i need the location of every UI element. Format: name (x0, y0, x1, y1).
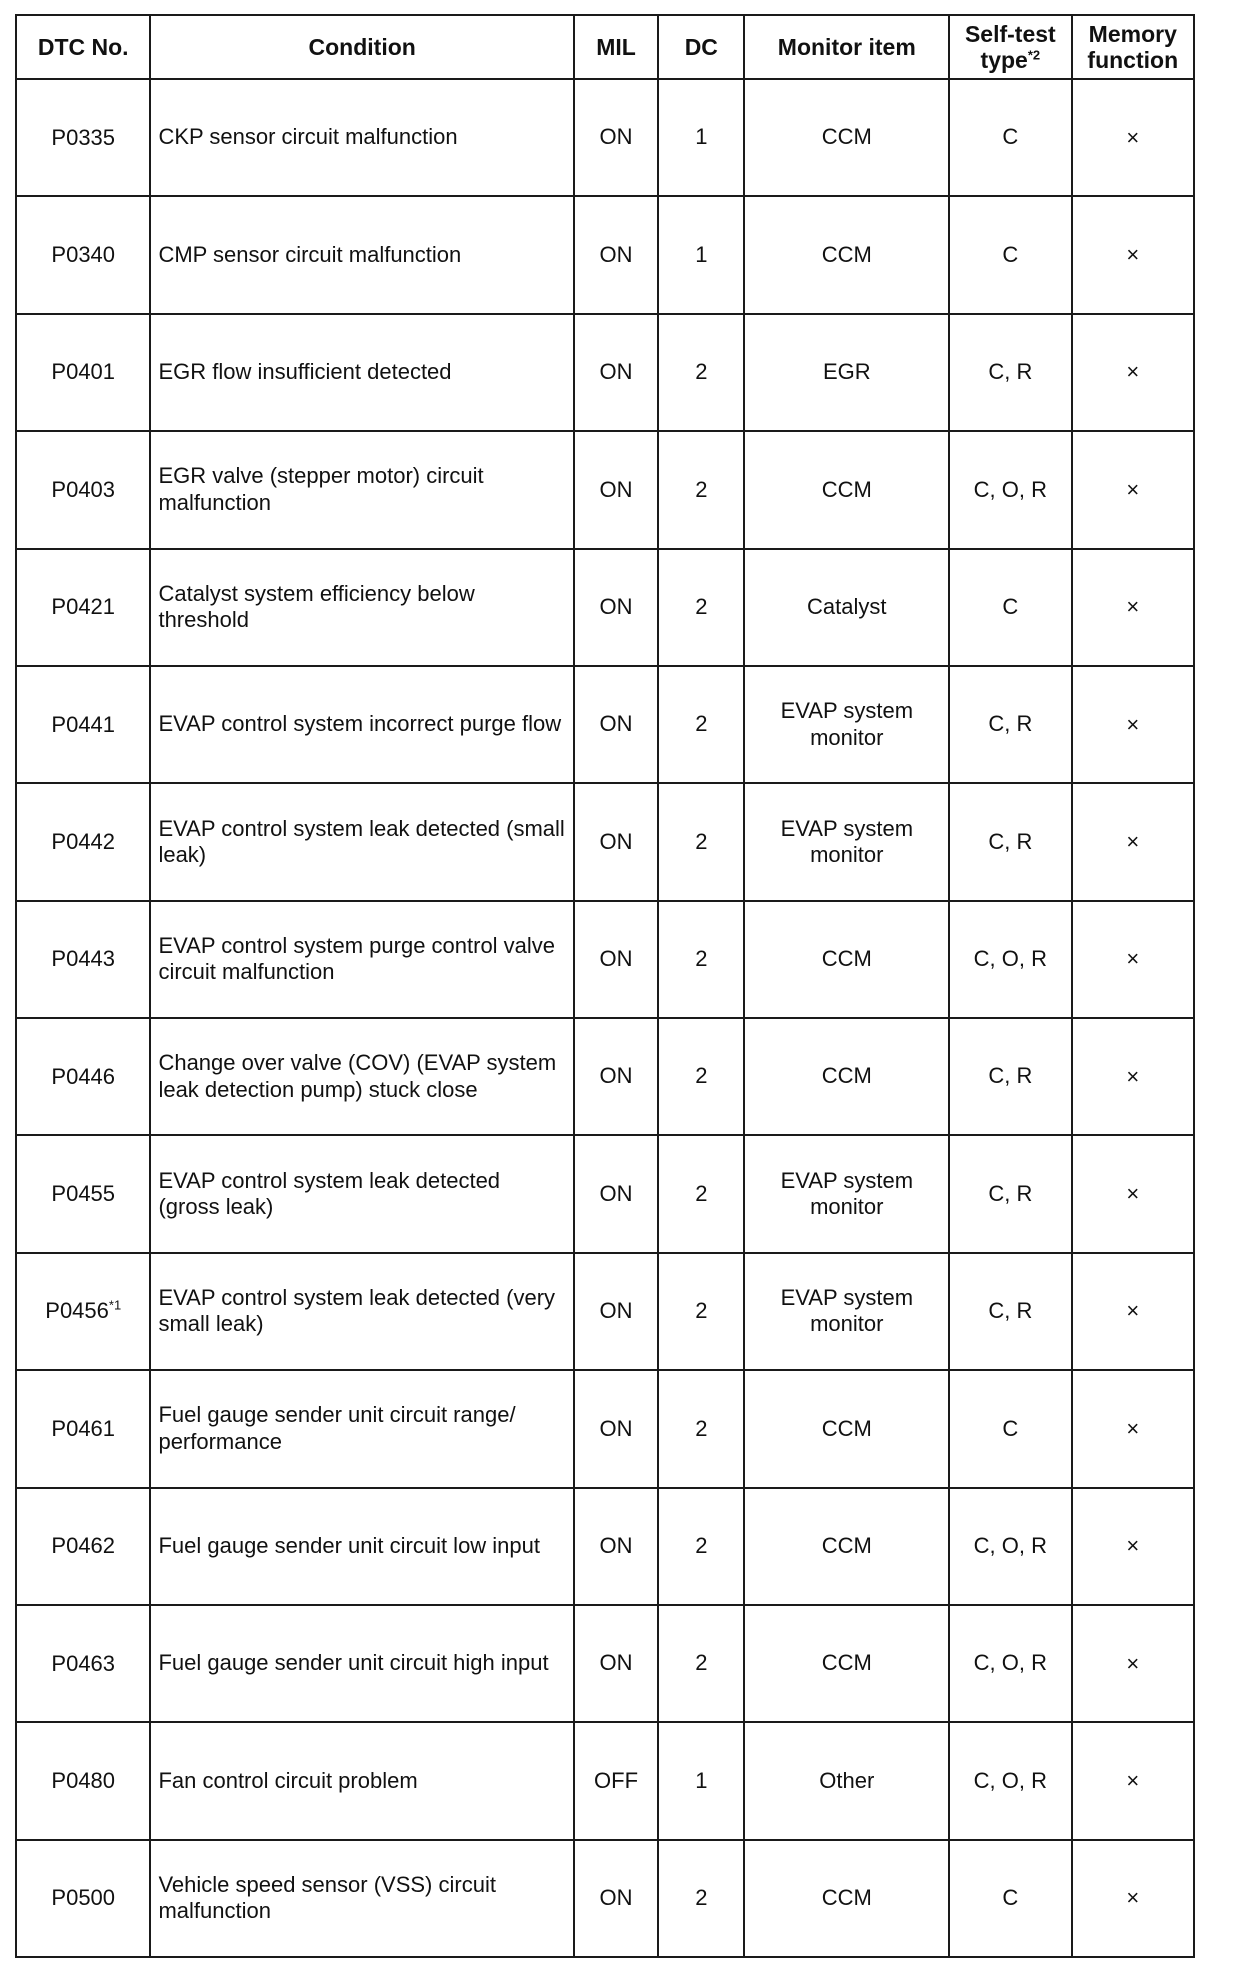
dtc-code: P0463 (51, 1650, 116, 1676)
dc-cell: 2 (658, 1488, 744, 1605)
dc-cell: 1 (658, 196, 744, 313)
mil-cell: ON (574, 1253, 658, 1370)
self-test-type-cell: C (949, 1840, 1071, 1957)
dc-cell: 2 (658, 1605, 744, 1722)
self-test-type-cell: C, O, R (949, 1722, 1071, 1839)
memory-function-cell: × (1072, 901, 1194, 1018)
condition-cell: CMP sensor circuit malfunction (150, 196, 573, 313)
dtc-code-cell (16, 1135, 150, 1252)
memory-function-cell: × (1072, 1135, 1194, 1252)
monitor-item-cell: EVAP system monitor (744, 783, 949, 900)
header-dc: DC (658, 15, 744, 79)
table-row (16, 549, 1194, 666)
dtc-code-cell (16, 1840, 150, 1957)
table-row (16, 666, 1194, 783)
header-monitor-item: Monitor item (744, 15, 949, 79)
mil-cell: ON (574, 666, 658, 783)
self-test-type-cell: C (949, 79, 1071, 196)
dtc-code-cell (16, 1488, 150, 1605)
header-self-test-type (949, 15, 1071, 79)
header-condition: Condition (150, 15, 573, 79)
mil-cell: ON (574, 314, 658, 431)
memory-function-cell: × (1072, 1253, 1194, 1370)
dtc-code-cell (16, 666, 150, 783)
self-test-type-cell: C (949, 549, 1071, 666)
condition-cell: EVAP control system leak detected (gross leak) (150, 1135, 573, 1252)
condition-cell: EVAP control system leak detected (very small leak) (150, 1253, 573, 1370)
mil-cell: ON (574, 1370, 658, 1487)
dtc-code: P0455 (51, 1181, 116, 1207)
memory-function-cell: × (1072, 783, 1194, 900)
dtc-code-cell (16, 1370, 150, 1487)
dtc-code: P0480 (51, 1767, 116, 1793)
self-test-type-cell: C (949, 196, 1071, 313)
mil-cell: ON (574, 1840, 658, 1957)
header-row (16, 15, 1194, 79)
mil-cell: ON (574, 1135, 658, 1252)
table-row (16, 314, 1194, 431)
dtc-code: P0421 (51, 594, 116, 620)
monitor-item-cell: EVAP system monitor (744, 1253, 949, 1370)
header-self-test-footnote: *2 (1027, 47, 1041, 63)
dtc-code-cell (16, 549, 150, 666)
dtc-code-cell (16, 1018, 150, 1135)
condition-cell: EGR flow insufficient detected (150, 314, 573, 431)
table-row (16, 79, 1194, 196)
dtc-code-cell (16, 431, 150, 548)
mil-cell: ON (574, 1488, 658, 1605)
dtc-code-cell (16, 79, 150, 196)
memory-function-cell: × (1072, 431, 1194, 548)
condition-cell: Fuel gauge sender unit circuit high input (150, 1605, 573, 1722)
table-row (16, 1018, 1194, 1135)
self-test-type-cell: C, O, R (949, 1488, 1071, 1605)
monitor-item-cell: EVAP system monitor (744, 1135, 949, 1252)
header-memory-function: Memory function (1072, 15, 1194, 79)
table-row (16, 431, 1194, 548)
dtc-code: P0443 (51, 946, 116, 972)
dtc-code-cell (16, 196, 150, 313)
dtc-code-cell (16, 901, 150, 1018)
table-row (16, 1135, 1194, 1252)
dtc-code: P0461 (51, 1415, 116, 1441)
condition-cell: EVAP control system purge control valve circuit malfunction (150, 901, 573, 1018)
mil-cell: ON (574, 79, 658, 196)
dtc-code-cell (16, 1253, 150, 1370)
dtc-footnote: *1 (108, 1298, 122, 1314)
memory-function-cell: × (1072, 1722, 1194, 1839)
condition-cell: Catalyst system efficiency below threshold (150, 549, 573, 666)
dc-cell: 2 (658, 549, 744, 666)
memory-function-cell: × (1072, 549, 1194, 666)
memory-function-cell: × (1072, 666, 1194, 783)
monitor-item-cell: Catalyst (744, 549, 949, 666)
self-test-type-cell: C (949, 1370, 1071, 1487)
monitor-item-cell: CCM (744, 1370, 949, 1487)
dc-cell: 2 (658, 431, 744, 548)
condition-cell: EVAP control system incorrect purge flow (150, 666, 573, 783)
header-mil: MIL (574, 15, 658, 79)
mil-cell: ON (574, 549, 658, 666)
condition-cell: Fuel gauge sender unit circuit range/ performance (150, 1370, 573, 1487)
monitor-item-cell: EGR (744, 314, 949, 431)
self-test-type-cell: C, R (949, 1253, 1071, 1370)
dtc-table (15, 14, 1195, 1958)
table-row (16, 196, 1194, 313)
monitor-item-cell: CCM (744, 1018, 949, 1135)
condition-cell: Vehicle speed sensor (VSS) circuit malfunction (150, 1840, 573, 1957)
table-row (16, 1605, 1194, 1722)
dc-cell: 2 (658, 666, 744, 783)
dtc-code: P0403 (51, 476, 116, 502)
self-test-type-cell: C, R (949, 666, 1071, 783)
monitor-item-cell: Other (744, 1722, 949, 1839)
dtc-code: P0446 (51, 1063, 116, 1089)
dc-cell: 2 (658, 901, 744, 1018)
self-test-type-cell: C, R (949, 314, 1071, 431)
memory-function-cell: × (1072, 1370, 1194, 1487)
mil-cell: ON (574, 1018, 658, 1135)
dc-cell: 2 (658, 1135, 744, 1252)
dtc-code: P0335 (51, 124, 116, 150)
dc-cell: 1 (658, 79, 744, 196)
monitor-item-cell: CCM (744, 1488, 949, 1605)
memory-function-cell: × (1072, 79, 1194, 196)
condition-cell: CKP sensor circuit malfunction (150, 79, 573, 196)
monitor-item-cell: CCM (744, 1840, 949, 1957)
dc-cell: 2 (658, 783, 744, 900)
dc-cell: 2 (658, 314, 744, 431)
dtc-code: P0462 (51, 1533, 116, 1559)
memory-function-cell: × (1072, 196, 1194, 313)
dtc-code: P0401 (51, 359, 116, 385)
dtc-code: P0456 (45, 1298, 109, 1324)
memory-function-cell: × (1072, 314, 1194, 431)
memory-function-cell: × (1072, 1605, 1194, 1722)
monitor-item-cell: CCM (744, 79, 949, 196)
table-row (16, 1722, 1194, 1839)
self-test-type-cell: C, O, R (949, 1605, 1071, 1722)
dtc-code-cell (16, 783, 150, 900)
condition-cell: EGR valve (stepper motor) circuit malfunction (150, 431, 573, 548)
mil-cell: ON (574, 196, 658, 313)
header-self-test-label: Self-test type (964, 20, 1056, 73)
dtc-code-cell (16, 1605, 150, 1722)
self-test-type-cell: C, R (949, 1135, 1071, 1252)
dc-cell: 2 (658, 1253, 744, 1370)
dc-cell: 2 (658, 1370, 744, 1487)
table-row (16, 901, 1194, 1018)
table-row (16, 783, 1194, 900)
dc-cell: 2 (658, 1840, 744, 1957)
monitor-item-cell: CCM (744, 901, 949, 1018)
dtc-code: P0441 (51, 711, 116, 737)
mil-cell: ON (574, 901, 658, 1018)
dtc-code: P0500 (51, 1885, 116, 1911)
self-test-type-cell: C, R (949, 783, 1071, 900)
table-row (16, 1840, 1194, 1957)
memory-function-cell: × (1072, 1488, 1194, 1605)
monitor-item-cell: CCM (744, 1605, 949, 1722)
dtc-table-body (16, 79, 1194, 1957)
dtc-code: P0340 (51, 242, 116, 268)
monitor-item-cell: CCM (744, 196, 949, 313)
condition-cell: Fan control circuit problem (150, 1722, 573, 1839)
dtc-code-cell (16, 314, 150, 431)
dtc-code-cell (16, 1722, 150, 1839)
mil-cell: ON (574, 783, 658, 900)
mil-cell: ON (574, 431, 658, 548)
self-test-type-cell: C, O, R (949, 431, 1071, 548)
memory-function-cell: × (1072, 1840, 1194, 1957)
mil-cell: ON (574, 1605, 658, 1722)
dc-cell: 2 (658, 1018, 744, 1135)
self-test-type-cell: C, R (949, 1018, 1071, 1135)
monitor-item-cell: CCM (744, 431, 949, 548)
self-test-type-cell: C, O, R (949, 901, 1071, 1018)
monitor-item-cell: EVAP system monitor (744, 666, 949, 783)
mil-cell: OFF (574, 1722, 658, 1839)
table-row (16, 1253, 1194, 1370)
condition-cell: Change over valve (COV) (EVAP system leak detection pump) stuck close (150, 1018, 573, 1135)
table-row (16, 1370, 1194, 1487)
dc-cell: 1 (658, 1722, 744, 1839)
condition-cell: Fuel gauge sender unit circuit low input (150, 1488, 573, 1605)
header-dtc-no: DTC No. (16, 15, 150, 79)
condition-cell: EVAP control system leak detected (small leak) (150, 783, 573, 900)
dtc-code: P0442 (51, 828, 116, 854)
memory-function-cell: × (1072, 1018, 1194, 1135)
table-row (16, 1488, 1194, 1605)
